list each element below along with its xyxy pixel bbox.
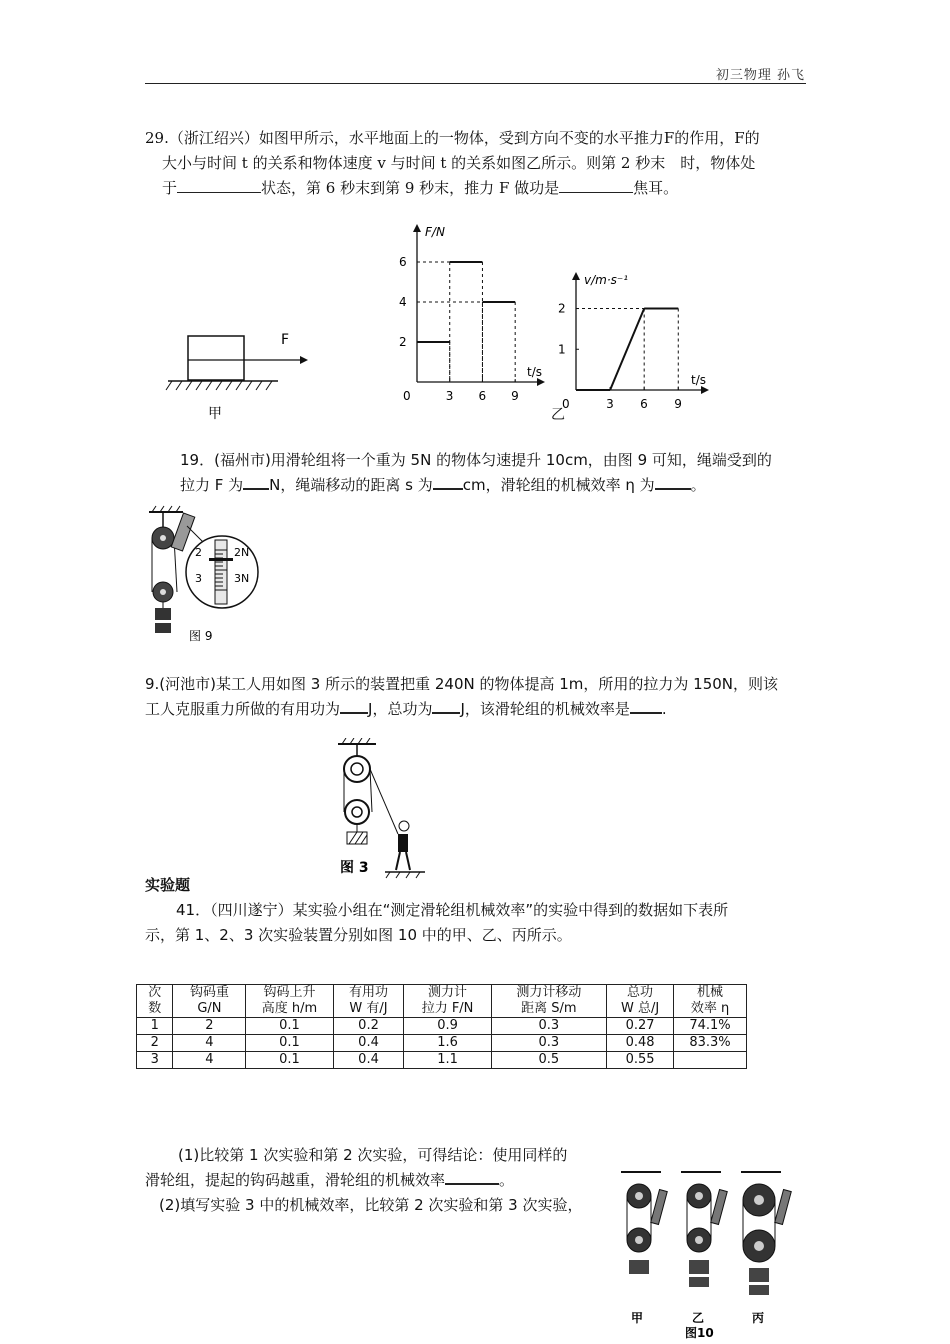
figure-3-worker	[330, 738, 430, 884]
table-header-cell: 测力计移动 距离 S/m	[491, 985, 607, 1018]
table-row: 1 2 0.1 0.2 0.9 0.3 0.27 74.1%	[137, 1018, 747, 1035]
q29-blank-work[interactable]	[559, 177, 633, 193]
force-label: F	[281, 332, 290, 348]
x-tick-label: 6	[640, 397, 648, 411]
figure-9-caption: 图 9	[189, 629, 213, 643]
q41-part1-line2: 滑轮组，提起的钩码越重，滑轮组的机械效率 。	[145, 1168, 615, 1193]
figure-3-caption: 图 3	[340, 860, 369, 876]
y-tick-label: 6	[399, 255, 407, 269]
x-tick-label: 3	[445, 389, 454, 403]
page-header: 初三物理 孙飞	[715, 68, 805, 83]
chart-velocity-time	[540, 255, 730, 430]
q29-blank-state[interactable]	[177, 177, 261, 193]
q41-parts	[145, 1143, 615, 1218]
y-axis-label: F/N	[425, 225, 445, 239]
worker-body	[398, 834, 408, 852]
x-tick-label: 0	[403, 389, 411, 403]
q29-line3: 于 状态，第 6 秒末到第 9 秒末，推力 F 做功是 焦耳。	[162, 179, 679, 197]
figure-10-caption: 图10	[685, 1326, 714, 1340]
svg-text:2N: 2N	[234, 546, 250, 559]
figure-yi-caption: 乙	[551, 407, 565, 423]
table-header-cell: 有用功 W 有/J	[333, 985, 404, 1018]
section-title: 实验题	[145, 876, 191, 894]
q19-blank-efficiency[interactable]	[655, 473, 691, 490]
x-tick-label: 3	[606, 397, 614, 411]
q9-line1: 9.(河池市)某工人用如图 3 所示的装置把重 240N 的物体提高 1m，所用的拉力为 150N，则该	[145, 675, 779, 693]
rope	[370, 769, 398, 834]
x-tick-label: 6	[478, 389, 487, 403]
experiment-table	[136, 984, 747, 1069]
x-axis-label: t/s	[691, 373, 706, 387]
question-29	[145, 126, 815, 201]
figure-10-yi: 乙	[692, 1311, 705, 1325]
table-cell-efficiency-3[interactable]	[674, 1052, 747, 1069]
q19-blank-distance[interactable]	[433, 473, 463, 490]
x-tick-label: 9	[674, 397, 682, 411]
q9-line2: 工人克服重力所做的有用功为 J，总功为 J，该滑轮组的机械效率是 .	[145, 697, 815, 722]
table-row: 2 4 0.1 0.4 1.6 0.3 0.48 83.3%	[137, 1035, 747, 1052]
table-header-cell: 机械 效率 η	[674, 985, 747, 1018]
q41-part2-line1: (2)填写实验 3 中的机械效率，比较第 2 次实验和第 3 次实验，	[159, 1196, 583, 1214]
ground-hatch	[166, 381, 272, 390]
fixed-pulley	[344, 756, 370, 782]
svg-text:3: 3	[195, 572, 202, 585]
figure-jia-caption: 甲	[208, 406, 222, 422]
y-tick-label: 2	[558, 301, 566, 316]
y-axis-label: v/m·s⁻¹	[584, 273, 629, 287]
svg-text:3N: 3N	[234, 572, 250, 585]
table-row: 3 4 0.1 0.4 1.1 0.5 0.55	[137, 1052, 747, 1069]
spring-scale	[171, 513, 195, 551]
force-arrowhead	[300, 356, 308, 364]
q29-line2: 大小与时间 t 的关系和物体速度 v 与时间 t 的关系如图乙所示。则第 2 秒末 时，物体处	[162, 154, 756, 172]
figure-10-bing: 丙	[752, 1311, 765, 1325]
moving-pulley	[345, 800, 369, 824]
q29-line1: 29.（浙江绍兴）如图甲所示，水平地面上的一物体，受到方向不变的水平推力F的作用，F的	[145, 129, 760, 147]
table-header-row	[137, 985, 747, 1018]
q41-part1-line1: (1)比较第 1 次实验和第 2 次实验，可得结论：使用同样的	[178, 1146, 568, 1164]
figure-10-jia: 甲	[631, 1311, 644, 1325]
y-tick-label: 4	[399, 295, 407, 309]
x-tick-label: 9	[511, 389, 519, 403]
question-41	[145, 898, 815, 948]
x-tick-label: 0	[562, 397, 570, 411]
q19-line1: 19．(福州市)用滑轮组将一个重为 5N 的物体匀速提升 10cm，由图 9 可知，绳端受到的	[180, 451, 772, 469]
table-header-cell: 测力计 拉力 F/N	[404, 985, 491, 1018]
q19-blank-force[interactable]	[243, 473, 269, 490]
weight-block	[155, 608, 171, 620]
figure-jia-block	[160, 320, 310, 425]
table-header-cell: 次 数	[137, 985, 173, 1018]
q9-blank-efficiency[interactable]	[630, 697, 662, 714]
chart-force-time	[385, 222, 555, 412]
worker-head	[399, 821, 409, 831]
q41-line1: 41．（四川遂宁）某实验小组在“测定滑轮组机械效率”的实验中得到的数据如下表所	[176, 901, 729, 919]
block	[188, 336, 244, 380]
q19-line2: 拉力 F 为 N，绳端移动的距离 s 为 cm，滑轮组的机械效率 η 为 。	[145, 473, 815, 498]
question-19	[145, 448, 815, 498]
y-tick-label: 1	[558, 342, 566, 357]
header-rule	[145, 83, 806, 84]
y-axis-arrow	[413, 224, 421, 232]
table-header-cell: 总功 W 总/J	[607, 985, 674, 1018]
q9-blank-total-work[interactable]	[432, 697, 460, 714]
y-tick-label: 2	[399, 335, 407, 349]
x-axis-arrow	[701, 386, 709, 394]
x-axis-label: t/s	[527, 365, 542, 379]
series-segment	[610, 309, 644, 390]
q9-blank-useful-work[interactable]	[340, 697, 368, 714]
figure-10-pulleys	[615, 1160, 815, 1342]
table-header-cell: 钩码重 G/N	[173, 985, 246, 1018]
figure-9-pulley	[143, 500, 263, 648]
q41-blank-efficiency-trend[interactable]	[445, 1168, 499, 1185]
q41-line2: 示，第 1、2、3 次实验装置分别如图 10 中的甲、乙、丙所示。	[145, 926, 572, 944]
question-9	[145, 672, 815, 722]
svg-text:2: 2	[195, 546, 202, 559]
y-axis-arrow	[572, 272, 580, 280]
table-header-cell: 钩码上升 高度 h/m	[246, 985, 333, 1018]
